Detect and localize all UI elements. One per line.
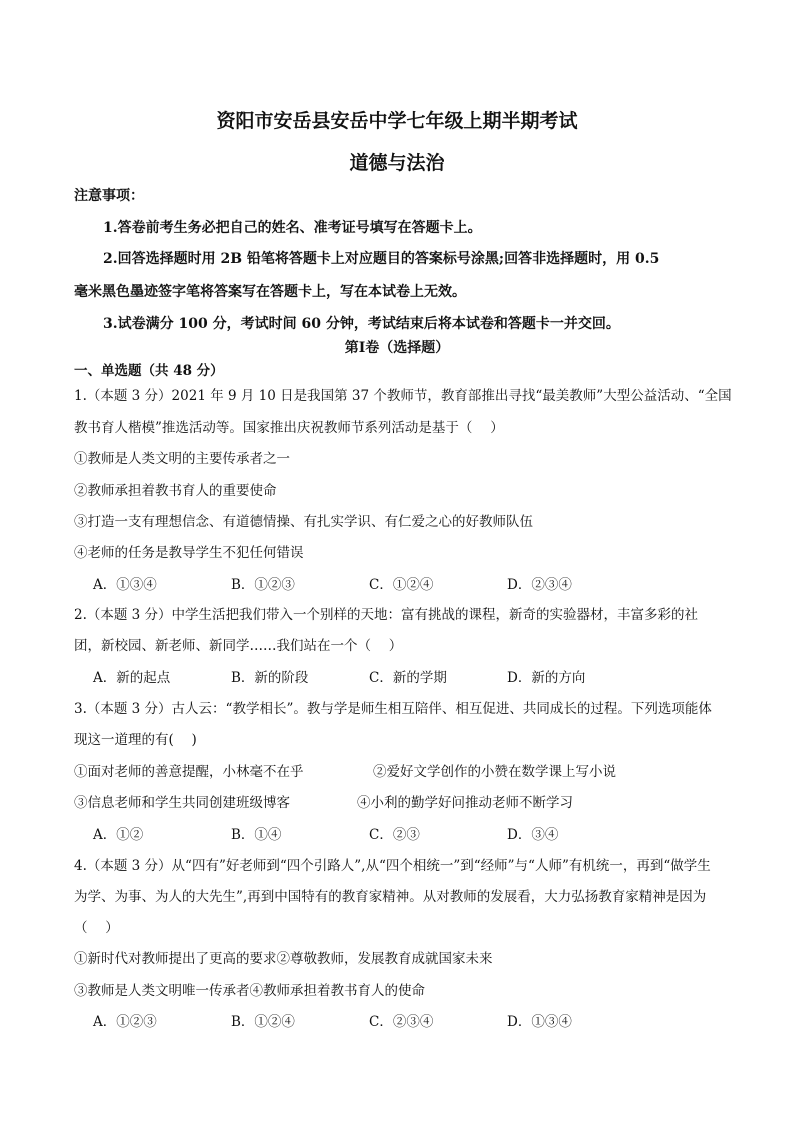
q1-option-c[interactable]: C．①②④ bbox=[369, 577, 434, 593]
q3-statement-4: ④小利的勤学好问推动老师不断学习 bbox=[357, 795, 573, 811]
q1-stem-line-2: 教书育人楷模”推选活动等。国家推出庆祝教师节系列活动是基于（ ） bbox=[74, 420, 504, 436]
q4-stem-line-2: 为学、为事、为人的大先生”,再到中国特有的教育家精神。从对教师的发展看，大力弘扬教育家精神是因为 bbox=[74, 889, 707, 905]
q3-stem-line-2: 现这一道理的有( ) bbox=[74, 732, 197, 748]
q1-option-d[interactable]: D．②③④ bbox=[507, 577, 572, 593]
subject-title: 道德与法治 bbox=[349, 152, 445, 174]
q3-options bbox=[93, 823, 645, 843]
volume-title: 第Ⅰ卷（选择题） bbox=[344, 340, 450, 356]
q2-options bbox=[93, 666, 645, 686]
q4-stem-line-1: 4.（本题 3 分）从“四有”好老师到“四个引路人”,从“四个相统一”到“经师”与“人师”有机统一，再到“做学生 bbox=[74, 858, 711, 874]
q3-option-b[interactable]: B．①④ bbox=[231, 827, 282, 843]
q4-statement-1: ①新时代对教师提出了更高的要求②尊敬教师，发展教育成就国家未来 bbox=[74, 951, 493, 967]
notice-item-2: 2.回答选择题时用 2B 铅笔将答题卡上对应题目的答案标号涂黑;回答非选择题时，用 0.5 bbox=[103, 251, 660, 267]
q1-option-b[interactable]: B．①②③ bbox=[231, 577, 295, 593]
q4-option-d[interactable]: D．①③④ bbox=[507, 1014, 572, 1030]
q1-statement-4: ④老师的任务是教导学生不犯任何错误 bbox=[74, 545, 304, 561]
notice-item-2-cont: 毫米黑色墨迹签字笔将答案写在答题卡上，写在本试卷上无效。 bbox=[74, 284, 466, 300]
q3-stem-line-1: 3.（本题 3 分）古人云：“教学相长”。教与学是师生相互陪伴、相互促进、共同成长的过程。下列选项能体 bbox=[74, 701, 712, 717]
q3-option-a[interactable]: A．①② bbox=[93, 827, 144, 843]
q2-stem-line-1: 2.（本题 3 分）中学生活把我们带入一个别样的天地：富有挑战的课程，新奇的实验器材，丰富多彩的社 bbox=[74, 607, 699, 623]
q3-statement-3: ③信息老师和学生共同创建班级博客 bbox=[74, 795, 290, 811]
exam-title: 资阳市安岳县安岳中学七年级上期半期考试 bbox=[216, 110, 578, 132]
q2-stem-line-2: 团，新校园、新老师、新同学……我们站在一个（ ） bbox=[74, 638, 403, 654]
q3-option-d[interactable]: D．③④ bbox=[507, 827, 559, 843]
q4-option-c[interactable]: C．②③④ bbox=[369, 1014, 434, 1030]
q1-statement-2: ②教师承担着教书育人的重要使命 bbox=[74, 483, 277, 499]
part-title: 一、单选题（共 48 分） bbox=[74, 363, 224, 379]
q1-options bbox=[93, 573, 645, 593]
q4-option-b[interactable]: B．①②④ bbox=[231, 1014, 295, 1030]
q3-statement-2: ②爱好文学创作的小赞在数学课上写小说 bbox=[373, 764, 616, 780]
q1-statement-3: ③打造一支有理想信念、有道德情操、有扎实学识、有仁爱之心的好教师队伍 bbox=[74, 514, 533, 530]
q3-option-c[interactable]: C．②③ bbox=[369, 827, 420, 843]
q4-options bbox=[93, 1010, 645, 1030]
notice-heading: 注意事项： bbox=[74, 188, 144, 204]
notice-item-1: 1.答卷前考生务必把自己的姓名、准考证号填写在答题卡上。 bbox=[103, 220, 482, 236]
q1-option-a[interactable]: A．①③④ bbox=[93, 577, 157, 593]
q3-statement-1: ①面对老师的善意提醒，小林毫不在乎 bbox=[74, 764, 304, 780]
notice-item-3: 3.试卷满分 100 分，考试时间 60 分钟，考试结束后将本试卷和答题卡一并交回。 bbox=[103, 316, 620, 332]
q4-option-a[interactable]: A．①②③ bbox=[93, 1014, 157, 1030]
q4-statement-2: ③教师是人类文明唯一传承者④教师承担着教书育人的使命 bbox=[74, 983, 425, 999]
q2-option-c[interactable]: C．新的学期 bbox=[369, 670, 447, 686]
q2-option-a[interactable]: A．新的起点 bbox=[93, 670, 171, 686]
q2-option-b[interactable]: B．新的阶段 bbox=[231, 670, 309, 686]
q1-stem-line-1: 1.（本题 3 分）2021 年 9 月 10 日是我国第 37 个教师节，教育部推出寻找“最美教师”大型公益活动、“全国 bbox=[74, 388, 732, 404]
q4-stem-line-3: （ ） bbox=[74, 920, 119, 936]
q1-statement-1: ①教师是人类文明的主要传承者之一 bbox=[74, 451, 290, 467]
q2-option-d[interactable]: D．新的方向 bbox=[507, 670, 586, 686]
